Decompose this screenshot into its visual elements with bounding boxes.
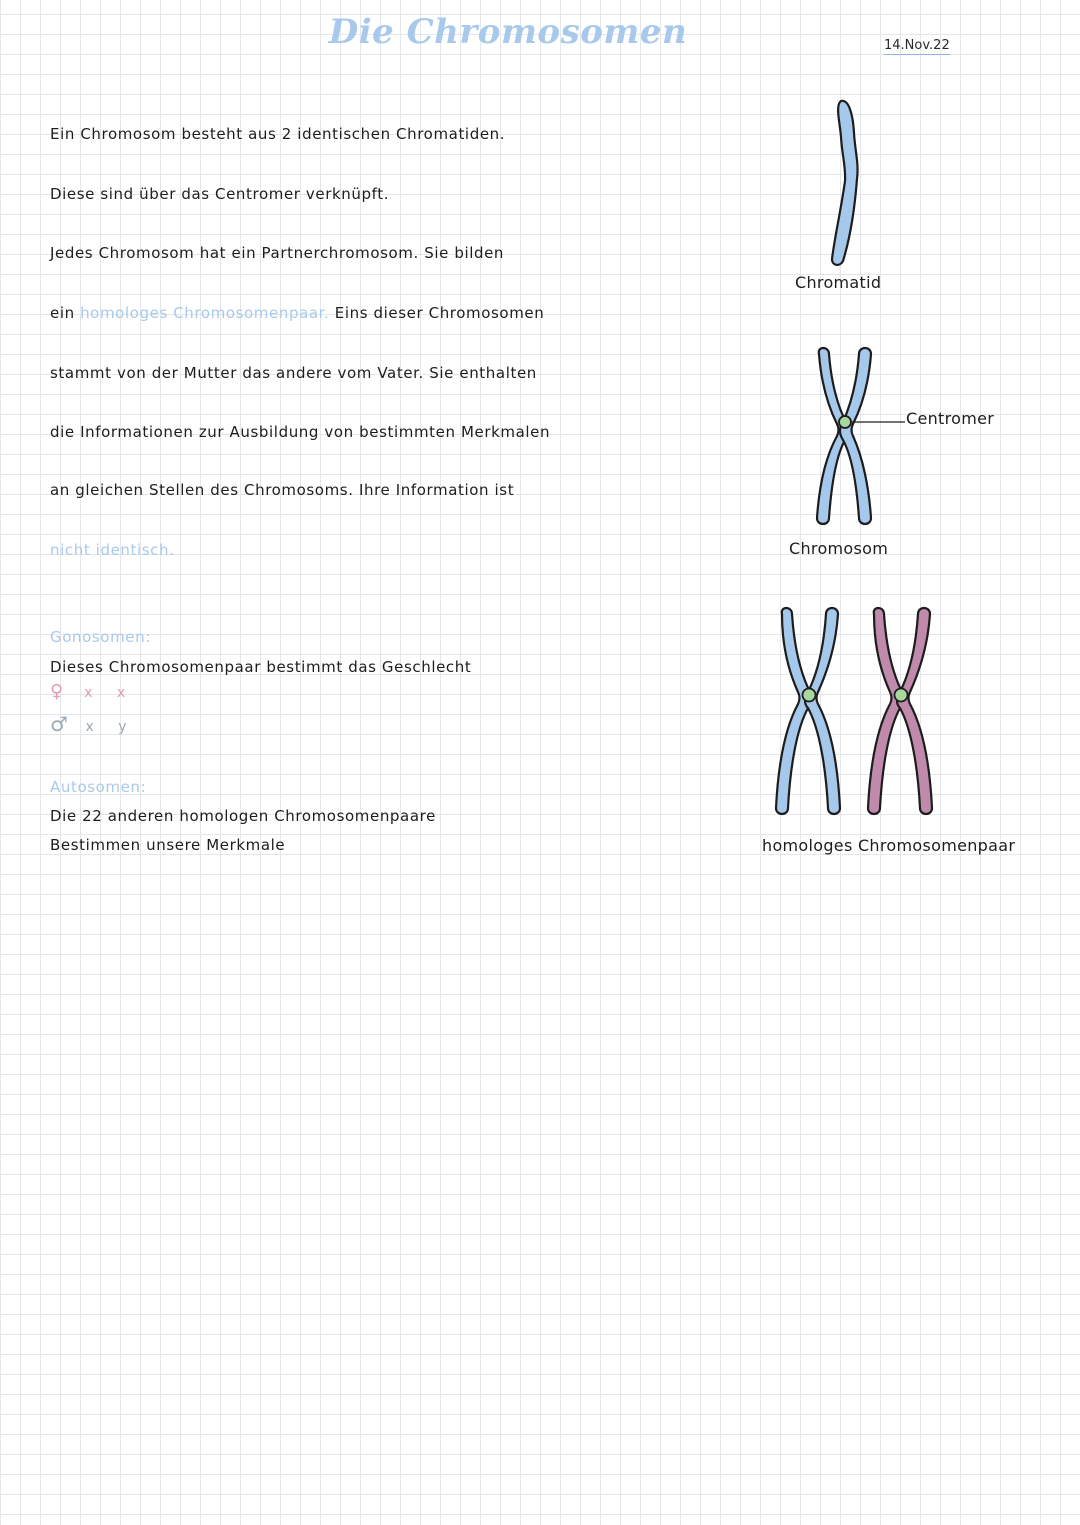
- centromer-label: Centromer: [906, 409, 995, 428]
- female-chromosomes: x x: [84, 685, 136, 701]
- date: 14.Nov.22: [884, 38, 950, 53]
- blue-chromosome: [776, 608, 840, 814]
- female-symbol-icon: ♀: [50, 681, 64, 702]
- text-line-1: Ein Chromosom besteht aus 2 identischen Chromatiden.: [50, 125, 506, 143]
- gonosomen-heading: Gonosomen:: [50, 628, 151, 646]
- text-line-4: [50, 304, 544, 322]
- highlight-homologes: homologes Chromosomenpaar.: [80, 304, 330, 322]
- gonosomen-text: Dieses Chromosomenpaar bestimmt das Geschlecht: [50, 658, 472, 676]
- male-row: [50, 712, 137, 736]
- chromosom-right-arm: [840, 348, 871, 524]
- chromosom-figure: [805, 340, 1015, 535]
- text-line-6: die Informationen zur Ausbildung von bestimmten Merkmalen: [50, 423, 551, 441]
- chromatid-shape: [832, 101, 858, 265]
- male-symbol-icon: ♂: [50, 712, 69, 736]
- homologes-paar-figure: [770, 600, 940, 825]
- autosomen-line-2: Bestimmen unsere Merkmale: [50, 836, 286, 854]
- text-line-2: Diese sind über das Centromer verknüpft.: [50, 185, 390, 203]
- text-line-8: nicht identisch.: [50, 541, 175, 559]
- autosomen-heading: Autosomen:: [50, 778, 147, 796]
- page-title: Die Chromosomen: [328, 12, 688, 52]
- text-line-4-end: Eins dieser Chromosomen: [334, 304, 545, 322]
- female-row: [50, 681, 135, 702]
- autosomen-line-1: Die 22 anderen homologen Chromosomenpaare: [50, 807, 436, 825]
- male-chromosomes: x y: [85, 719, 137, 735]
- chromosom-label: Chromosom: [789, 539, 889, 558]
- text-line-7: an gleichen Stellen des Chromosoms. Ihre Information ist: [50, 481, 515, 499]
- purple-chromosome: [868, 608, 932, 814]
- homologes-paar-label: homologes Chromosomenpaar: [762, 836, 1016, 855]
- chromatid-figure: [815, 95, 875, 270]
- text-line-5: stammt von der Mutter das andere vom Vater. Sie enthalten: [50, 364, 537, 382]
- centromere-dot: [839, 416, 851, 428]
- text-line-3: Jedes Chromosom hat ein Partnerchromosom. Sie bilden: [50, 244, 505, 262]
- text-line-4-start: ein: [50, 304, 75, 322]
- chromatid-label: Chromatid: [795, 273, 882, 292]
